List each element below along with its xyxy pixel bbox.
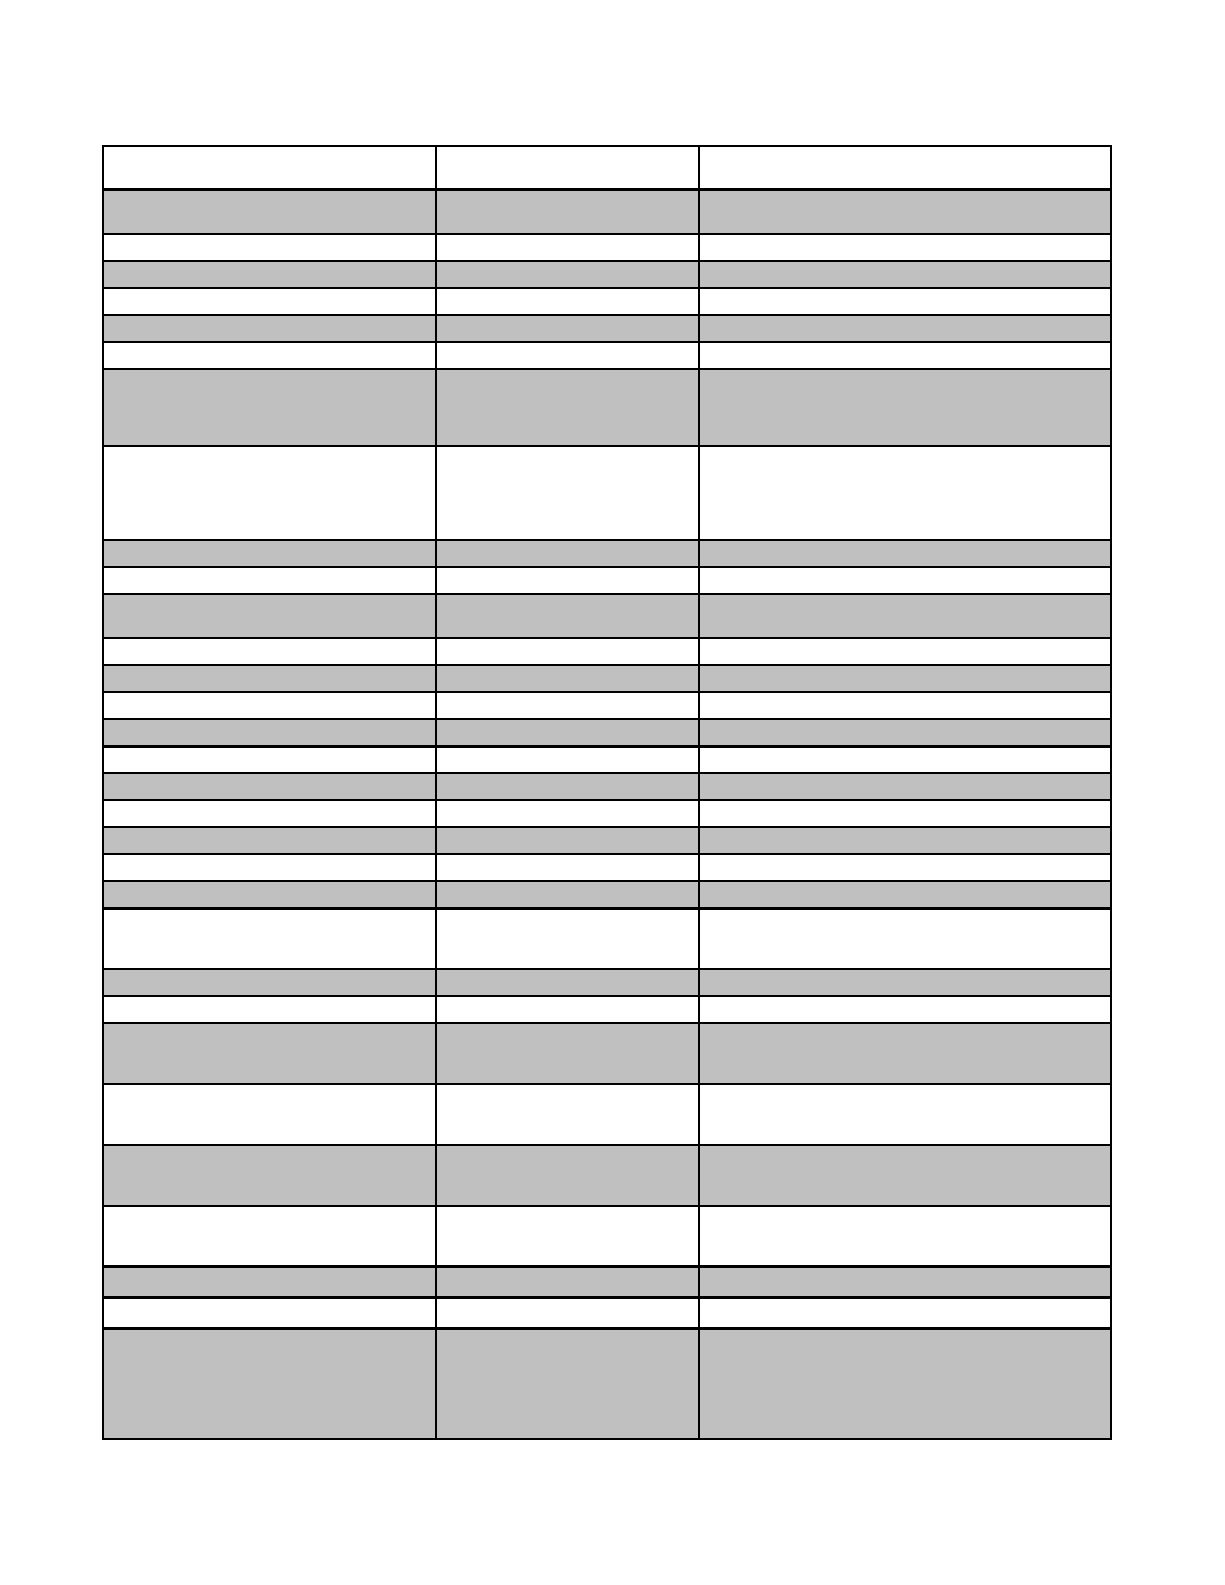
table-row: [103, 1145, 1111, 1206]
table-row: [103, 800, 1111, 827]
table-cell: [103, 719, 436, 746]
table-cell: [103, 692, 436, 719]
table-cell: [436, 800, 699, 827]
table-cell: [436, 1266, 699, 1297]
table-cell: [103, 315, 436, 342]
table-cell: [699, 1297, 1111, 1328]
table-cell: [103, 908, 436, 969]
table-cell: [436, 1328, 699, 1439]
table-cell: [699, 146, 1111, 189]
table-row: [103, 827, 1111, 854]
table-cell: [699, 288, 1111, 315]
table-row: [103, 1297, 1111, 1328]
table-cell: [103, 446, 436, 540]
table-cell: [103, 567, 436, 594]
table-cell: [103, 746, 436, 773]
table-cell: [103, 881, 436, 908]
table-row: [103, 638, 1111, 665]
table-cell: [436, 369, 699, 446]
table-cell: [436, 146, 699, 189]
table-cell: [436, 594, 699, 638]
table-cell: [699, 746, 1111, 773]
table-cell: [103, 540, 436, 567]
table-row: [103, 234, 1111, 261]
table-cell: [436, 746, 699, 773]
table-cell: [699, 1145, 1111, 1206]
table-cell: [103, 189, 436, 234]
table-cell: [436, 446, 699, 540]
table-cell: [103, 996, 436, 1023]
table-cell: [699, 908, 1111, 969]
table-row: [103, 540, 1111, 567]
table-row: [103, 315, 1111, 342]
table-row: [103, 1084, 1111, 1145]
table-cell: [436, 881, 699, 908]
table-cell: [436, 908, 699, 969]
table-cell: [699, 692, 1111, 719]
table-cell: [436, 1023, 699, 1084]
table-row: [103, 189, 1111, 234]
table-row: [103, 854, 1111, 881]
table-cell: [436, 1145, 699, 1206]
table-cell: [436, 234, 699, 261]
table-cell: [436, 854, 699, 881]
table-cell: [699, 261, 1111, 288]
table-cell: [436, 342, 699, 369]
table-cell: [103, 342, 436, 369]
table-cell: [699, 342, 1111, 369]
table-cell: [699, 446, 1111, 540]
table-cell: [436, 189, 699, 234]
table-cell: [699, 189, 1111, 234]
table-cell: [103, 1023, 436, 1084]
table-cell: [103, 261, 436, 288]
table-row: [103, 996, 1111, 1023]
table-cell: [103, 1266, 436, 1297]
table-cell: [436, 996, 699, 1023]
table-cell: [699, 969, 1111, 996]
table-cell: [699, 800, 1111, 827]
table-cell: [436, 773, 699, 800]
table-row: [103, 594, 1111, 638]
table-row: [103, 908, 1111, 969]
table-cell: [103, 369, 436, 446]
table-cell: [103, 594, 436, 638]
table-cell: [436, 638, 699, 665]
table-cell: [103, 638, 436, 665]
table-cell: [699, 1023, 1111, 1084]
table-row: [103, 446, 1111, 540]
table-cell: [103, 969, 436, 996]
table-row: [103, 881, 1111, 908]
table-cell: [699, 369, 1111, 446]
table-cell: [103, 800, 436, 827]
table-cell: [436, 1297, 699, 1328]
table-cell: [699, 1084, 1111, 1145]
table-row: [103, 969, 1111, 996]
table-row: [103, 567, 1111, 594]
table-row: [103, 342, 1111, 369]
table-cell: [699, 540, 1111, 567]
table-cell: [436, 969, 699, 996]
table-cell: [103, 1297, 436, 1328]
table-row: [103, 1328, 1111, 1439]
table-cell: [436, 827, 699, 854]
table-row: [103, 665, 1111, 692]
table-cell: [699, 1266, 1111, 1297]
table-cell: [103, 854, 436, 881]
table-cell: [699, 773, 1111, 800]
table-row: [103, 261, 1111, 288]
table-row: [103, 692, 1111, 719]
table-cell: [103, 773, 436, 800]
table-row: [103, 369, 1111, 446]
table-cell: [103, 1084, 436, 1145]
table-row: [103, 1266, 1111, 1297]
table-cell: [699, 665, 1111, 692]
table-cell: [699, 1328, 1111, 1439]
table-cell: [436, 719, 699, 746]
table-row: [103, 773, 1111, 800]
table-header-row: [103, 146, 1111, 189]
table-row: [103, 1206, 1111, 1266]
table-cell: [103, 288, 436, 315]
table-cell: [103, 1206, 436, 1266]
table-cell: [103, 1328, 436, 1439]
table-cell: [436, 567, 699, 594]
table-cell: [436, 692, 699, 719]
table-cell: [699, 827, 1111, 854]
table-cell: [436, 1206, 699, 1266]
table-cell: [699, 719, 1111, 746]
table-cell: [699, 567, 1111, 594]
table-cell: [436, 315, 699, 342]
table-cell: [103, 665, 436, 692]
table-cell: [699, 234, 1111, 261]
table-cell: [103, 827, 436, 854]
table-cell: [699, 315, 1111, 342]
table-cell: [699, 996, 1111, 1023]
table-cell: [103, 1145, 436, 1206]
table-cell: [699, 1206, 1111, 1266]
table-row: [103, 719, 1111, 746]
document-table: [102, 145, 1112, 1440]
table-body: [103, 146, 1111, 1439]
table-cell: [103, 234, 436, 261]
table-cell: [436, 540, 699, 567]
table-row: [103, 288, 1111, 315]
table-row: [103, 746, 1111, 773]
table-cell: [699, 638, 1111, 665]
table-cell: [699, 854, 1111, 881]
table-cell: [436, 288, 699, 315]
table-cell: [699, 881, 1111, 908]
table-cell: [436, 665, 699, 692]
table-cell: [436, 261, 699, 288]
table-cell: [699, 594, 1111, 638]
table-row: [103, 1023, 1111, 1084]
table-cell: [436, 1084, 699, 1145]
table-cell: [103, 146, 436, 189]
